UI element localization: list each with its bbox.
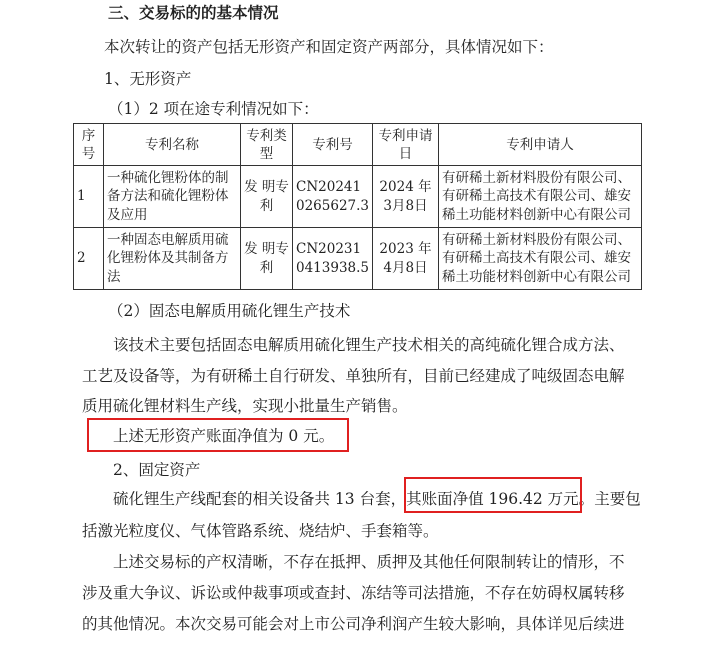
cell-patent-name: 一种固态电解质用硫化锂粉体及其制备方法	[104, 228, 241, 290]
tech-paragraph-line-3: 质用硫化锂材料生产线，实现小批量生产销售。	[82, 397, 408, 415]
header-filing-date: 专利申请日	[373, 124, 439, 166]
cell-filing-date: 2024 年3月8日	[373, 166, 439, 228]
final-paragraph-line-1: 上述交易标的产权清晰，不存在抵押、质押及其他任何限制转让的情形，不	[113, 553, 625, 571]
patent-table	[73, 123, 642, 290]
intro-paragraph: 本次转让的资产包括无形资产和固定资产两部分，具体情况如下：	[104, 38, 554, 56]
final-paragraph-line-2: 涉及重大争议、诉讼或仲裁事项或查封、冻结等司法措施，不存在妨碍权属转移	[82, 584, 625, 602]
header-patent-type: 专利类型	[241, 124, 293, 166]
final-paragraph-line-3: 的其他情况。本次交易可能会对上市公司净利润产生较大影响，具体详见后续进	[82, 615, 625, 633]
fixed-value-highlight	[404, 477, 582, 513]
table-row	[74, 166, 642, 228]
header-patent-name: 专利名称	[104, 124, 241, 166]
fixed-book-value: 其账面净值 196.42 万元。	[406, 490, 595, 508]
cell-index: 2	[74, 228, 104, 290]
cell-patent-number: CN202310413938.5	[293, 228, 373, 290]
header-index: 序号	[74, 124, 104, 166]
patents-subtitle: （1）2 项在途专利情况如下：	[108, 100, 319, 118]
cell-index: 1	[74, 166, 104, 228]
intangible-assets-title: 1、无形资产	[104, 70, 192, 88]
header-patent-number: 专利号	[293, 124, 373, 166]
cell-patent-number: CN202410265627.3	[293, 166, 373, 228]
fixed-assets-line-2: 括激光粒度仪、气体管路系统、烧结炉、手套箱等。	[82, 522, 439, 540]
cell-patent-type: 发 明专利	[241, 166, 293, 228]
tech-paragraph-line-1: 该技术主要包括固态电解质用硫化锂生产技术相关的高纯硫化锂合成方法、	[113, 336, 625, 354]
header-applicant: 专利申请人	[439, 124, 642, 166]
cell-applicant: 有研稀土新材料股份有限公司、有研稀土高技术有限公司、雄安稀土功能材料创新中心有限公司	[439, 228, 642, 290]
fixed-assets-text: 硫化锂生产线配套的相关设备共 13 台套，	[113, 490, 407, 508]
tech-subtitle: （2）固态电解质用硫化锂生产技术	[108, 302, 351, 320]
tech-paragraph-line-2: 工艺及设备等，为有研稀土自行研发、单独所有，目前已经建成了吨级固态电解	[82, 367, 625, 385]
cell-patent-name: 一种硫化锂粉体的制备方法和硫化锂粉体及应用	[104, 166, 241, 228]
fixed-assets-text-end: 主要包	[594, 490, 641, 508]
table-row	[74, 228, 642, 290]
cell-applicant: 有研稀土新材料股份有限公司、有研稀土高技术有限公司、雄安稀土功能材料创新中心有限公司	[439, 166, 642, 228]
section-heading: 三、交易标的的基本情况	[108, 4, 279, 22]
cell-patent-type: 发 明专利	[241, 228, 293, 290]
intangible-value-text: 上述无形资产账面净值为 0 元。	[113, 427, 335, 445]
fixed-assets-title: 2、固定资产	[113, 461, 201, 479]
table-header-row	[74, 124, 642, 166]
cell-filing-date: 2023 年4月8日	[373, 228, 439, 290]
